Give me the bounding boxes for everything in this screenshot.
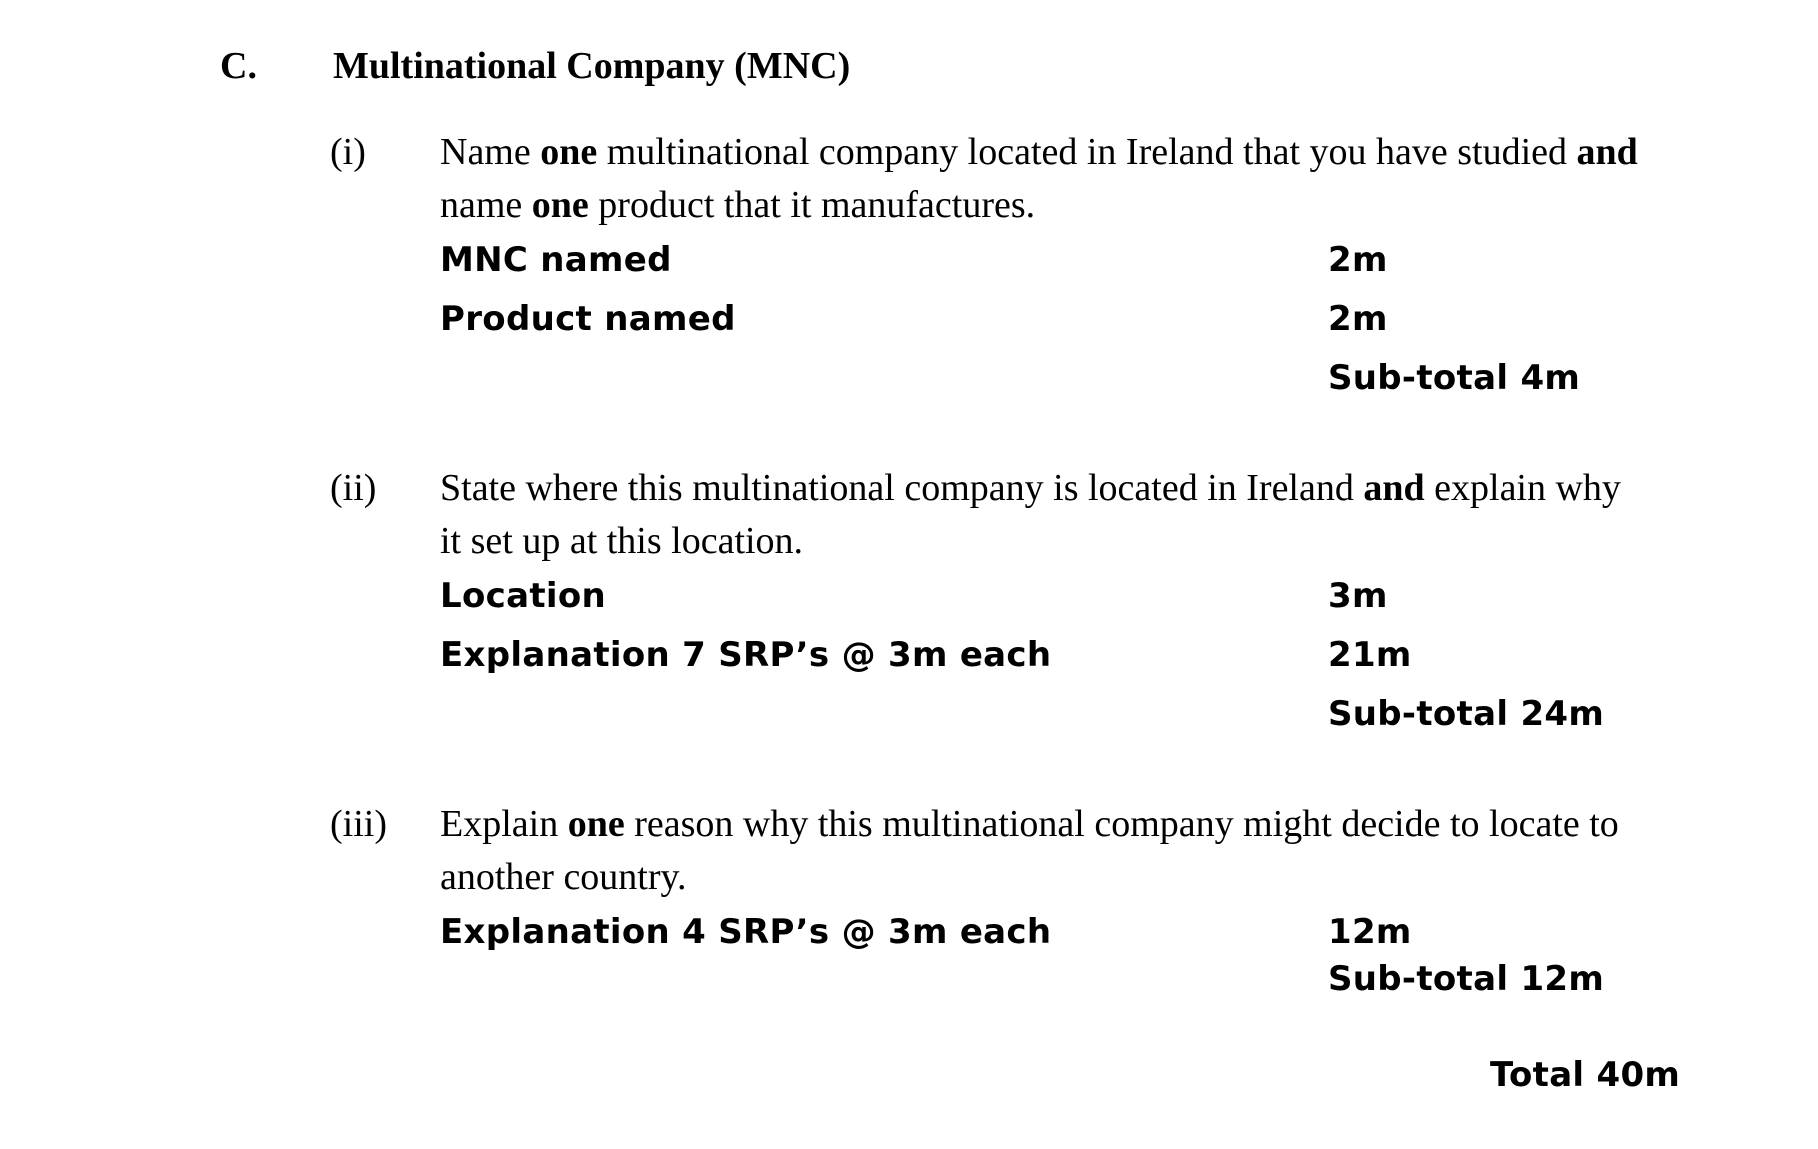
criterion-label: MNC named bbox=[440, 240, 672, 280]
subtotal: Sub-total 4m bbox=[1328, 358, 1581, 398]
criterion-mark: 2m bbox=[1328, 299, 1388, 339]
criterion-mark: 3m bbox=[1328, 576, 1388, 616]
grand-total: Total 40m bbox=[1490, 1055, 1681, 1095]
criterion-label: Explanation 4 SRP’s @ 3m each bbox=[440, 912, 1052, 952]
criterion-mark: 21m bbox=[1328, 635, 1412, 675]
question-text-iii: Explain one reason why this multinational company might decide to locate to another country. bbox=[440, 803, 1619, 898]
criterion-label: Explanation 7 SRP’s @ 3m each bbox=[440, 635, 1052, 675]
section-letter: C. bbox=[220, 45, 257, 87]
question-text-i: Name one multinational company located in Ireland that you have studied and name one product that it manufactures. bbox=[440, 131, 1638, 226]
question-number-iii: (iii) bbox=[330, 803, 387, 845]
question-text-ii: State where this multinational company is located in Ireland and explain why it set up at this location. bbox=[440, 467, 1621, 562]
criterion-label: Product named bbox=[440, 299, 736, 339]
criterion-label: Location bbox=[440, 576, 606, 616]
criterion-mark: 2m bbox=[1328, 240, 1388, 280]
question-number-i: (i) bbox=[330, 131, 366, 173]
subtotal: Sub-total 24m bbox=[1328, 694, 1605, 734]
section-title: Multinational Company (MNC) bbox=[333, 45, 851, 87]
criterion-mark: 12m bbox=[1328, 912, 1412, 952]
subtotal: Sub-total 12m bbox=[1328, 959, 1605, 999]
question-number-ii: (ii) bbox=[330, 467, 377, 509]
